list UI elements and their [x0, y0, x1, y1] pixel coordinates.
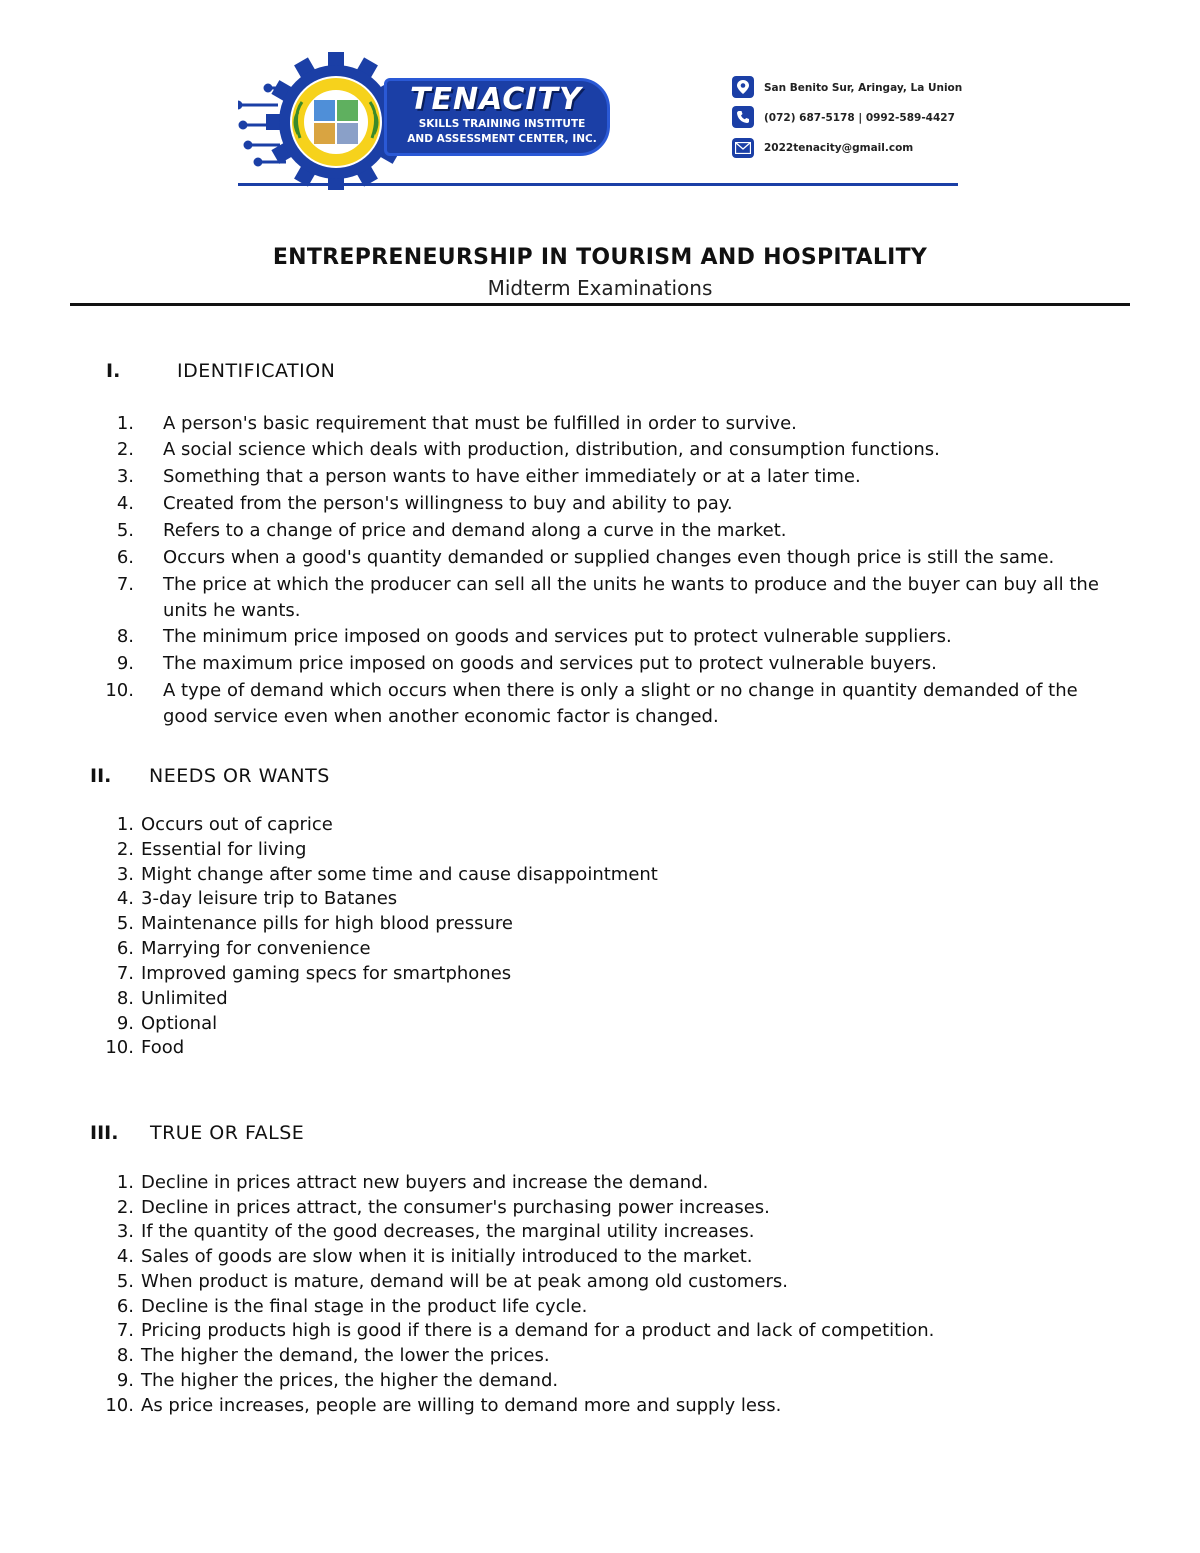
item-number: 5. — [116, 913, 134, 934]
email-icon — [732, 138, 754, 158]
item-text: As price increases, people are willing to demand more and supply less. — [141, 1395, 782, 1416]
document-subtitle: Midterm Examinations — [487, 276, 713, 300]
item-text: Occurs out of caprice — [141, 814, 333, 835]
item-number: 8. — [116, 988, 134, 1009]
item-number: 2. — [116, 1197, 134, 1218]
item-text: Decline is the final stage in the product life cycle. — [141, 1296, 588, 1317]
item-number: 6. — [116, 938, 134, 959]
section-heading-true-or-false: TRUE OR FALSE — [150, 1122, 305, 1144]
item-number: 7. — [116, 574, 134, 595]
phone-icon — [732, 106, 754, 128]
item-number: 6. — [116, 547, 134, 568]
brand-subtitle-line1: SKILLS TRAINING INSTITUTE — [418, 118, 586, 130]
section-heading-identification: IDENTIFICATION — [177, 360, 336, 382]
item-number: 3. — [116, 1221, 134, 1242]
item-text: When product is mature, demand will be at peak among old customers. — [141, 1271, 788, 1292]
item-text: Refers to a change of price and demand along a curve in the market. — [163, 520, 787, 541]
item-text: The minimum price imposed on goods and services put to protect vulnerable suppliers. — [163, 626, 952, 647]
item-number: 4. — [116, 1246, 134, 1267]
item-number: 1. — [116, 814, 134, 835]
item-text: A social science which deals with production, distribution, and consumption functions. — [163, 439, 940, 460]
item-number: 7. — [116, 963, 134, 984]
section-numeral: III. — [90, 1122, 119, 1144]
item-text: The price at which the producer can sell all the units he wants to produce and the buyer can buy all the units he wants. — [163, 574, 1099, 621]
contact-phone: (072) 687-5178 | 0992-589-4427 — [764, 112, 955, 124]
item-number: 6. — [116, 1296, 134, 1317]
item-number: 5. — [116, 1271, 134, 1292]
document-title: ENTREPRENEURSHIP IN TOURISM AND HOSPITALITY — [272, 245, 928, 270]
brand-name: TENACITY — [410, 82, 582, 117]
section-numeral: I. — [106, 360, 121, 382]
section-heading-needs-or-wants: NEEDS OR WANTS — [149, 765, 330, 787]
item-text: The maximum price imposed on goods and services put to protect vulnerable buyers. — [163, 653, 937, 674]
contact-address: San Benito Sur, Aringay, La Union — [764, 82, 963, 94]
item-number: 3. — [116, 466, 134, 487]
item-number: 1. — [116, 413, 134, 434]
item-text: Marrying for convenience — [141, 938, 371, 959]
item-text: Maintenance pills for high blood pressure — [141, 913, 513, 934]
item-number: 2. — [116, 839, 134, 860]
item-text: 3-day leisure trip to Batanes — [141, 888, 398, 909]
item-number: 8. — [116, 626, 134, 647]
item-text: A type of demand which occurs when there is only a slight or no change in quantity demanded of the good service even when another economic factor is changed. — [163, 680, 1078, 727]
item-text: A person's basic requirement that must be fulfilled in order to survive. — [163, 413, 797, 434]
title-divider — [70, 303, 1130, 306]
item-text: Might change after some time and cause disappointment — [141, 864, 658, 885]
item-text: Occurs when a good's quantity demanded or supplied changes even though price is still the same. — [163, 547, 1055, 568]
item-text: Something that a person wants to have either immediately or at a later time. — [163, 466, 861, 487]
item-text: Essential for living — [141, 839, 307, 860]
item-number: 8. — [116, 1345, 134, 1366]
item-number: 10. — [105, 1037, 134, 1058]
item-text: If the quantity of the good decreases, the marginal utility increases. — [141, 1221, 755, 1242]
item-number: 9. — [116, 1370, 134, 1391]
item-text: Sales of goods are slow when it is initially introduced to the market. — [141, 1246, 753, 1267]
item-number: 9. — [116, 1013, 134, 1034]
item-text: Improved gaming specs for smartphones — [141, 963, 512, 984]
item-text: Created from the person's willingness to buy and ability to pay. — [163, 493, 733, 514]
item-text: Food — [141, 1037, 185, 1058]
item-number: 10. — [105, 1395, 134, 1416]
item-number: 9. — [116, 653, 134, 674]
item-number: 1. — [116, 1172, 134, 1193]
header-divider — [238, 183, 958, 186]
section-numeral: II. — [90, 765, 112, 787]
item-number: 7. — [116, 1320, 134, 1341]
item-number: 2. — [116, 439, 134, 460]
location-pin-icon — [732, 76, 754, 98]
item-text: Unlimited — [141, 988, 228, 1009]
item-number: 3. — [116, 864, 134, 885]
item-text: Optional — [141, 1013, 218, 1034]
item-number: 4. — [116, 888, 134, 909]
item-number: 10. — [105, 680, 134, 701]
item-number: 4. — [116, 493, 134, 514]
item-text: Pricing products high is good if there is a demand for a product and lack of competition. — [141, 1320, 935, 1341]
item-text: The higher the demand, the lower the prices. — [141, 1345, 550, 1366]
item-text: Decline in prices attract new buyers and increase the demand. — [141, 1172, 709, 1193]
item-text: Decline in prices attract, the consumer's purchasing power increases. — [141, 1197, 770, 1218]
item-number: 5. — [116, 520, 134, 541]
brand-subtitle-line2: AND ASSESSMENT CENTER, INC. — [407, 133, 597, 145]
item-text: The higher the prices, the higher the demand. — [141, 1370, 559, 1391]
contact-email: 2022tenacity@gmail.com — [764, 142, 914, 154]
